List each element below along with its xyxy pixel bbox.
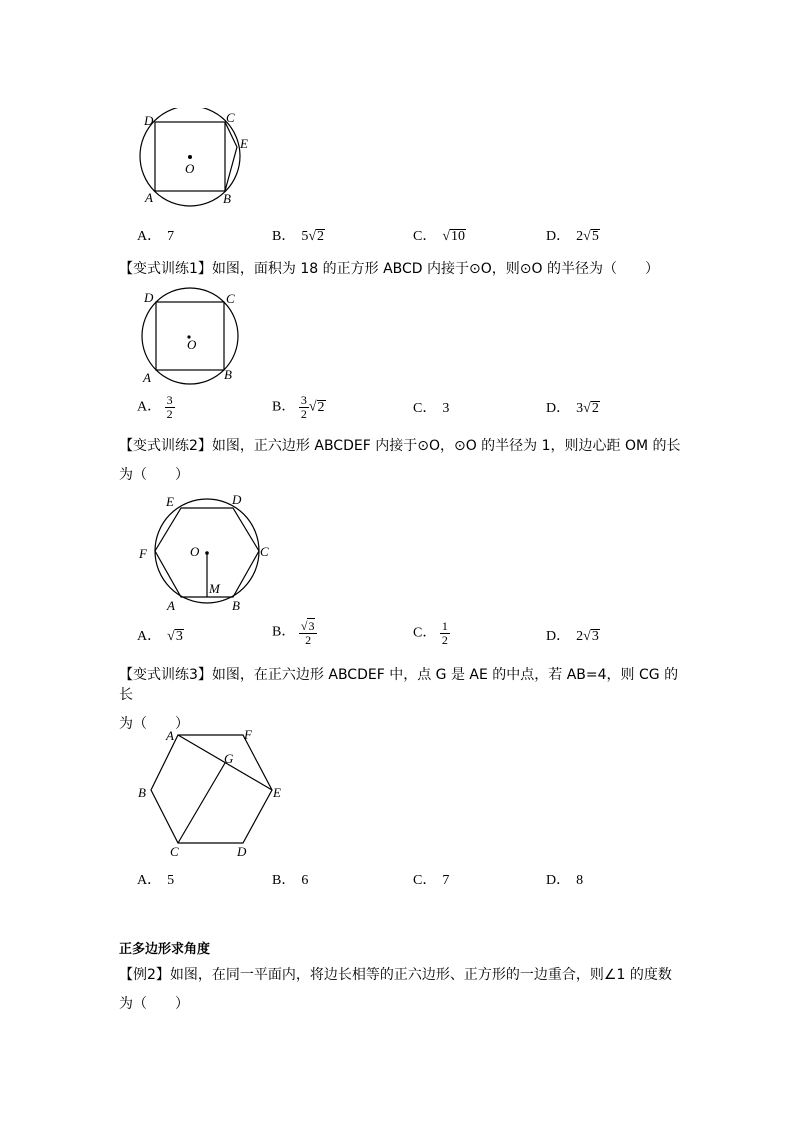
label-o: O (187, 337, 197, 352)
label-o: O (190, 544, 200, 559)
label-d: D (144, 290, 154, 305)
center-point (188, 155, 192, 159)
segment-cg (178, 763, 225, 843)
q2-text: 如图，面积为 18 的正方形 ABCD 内接于⊙O，则⊙O 的半径为（ ） (211, 261, 659, 277)
label-c: C (226, 291, 235, 306)
q3-option-c: C． $\frac{1}{2}$ (413, 619, 448, 647)
q4-option-c: C． 7 (413, 873, 450, 888)
figure-square-in-circle (136, 285, 248, 385)
example2-question (119, 965, 689, 1014)
q2-option-b: B． $\frac{3}{2}$ √2 (272, 393, 325, 421)
label-b: B (138, 785, 146, 800)
q1-option-c: C． √10 (413, 229, 466, 244)
example2-tag: 【例2】 (119, 967, 170, 983)
label-c: C (170, 844, 179, 859)
label-e: E (166, 494, 174, 509)
label-m: M (209, 581, 220, 596)
section-title: 正多边形求角度 (119, 942, 211, 957)
label-b: B (232, 598, 240, 613)
label-c: C (226, 110, 235, 125)
q4-text-line1: 如图，在正六边形 ABCDEF 中，点 G 是 AE 的中点，若 AB=4，则 CG 的长 (119, 667, 679, 703)
q3-text-line2: 为（ ） (119, 467, 189, 483)
q3-option-d: D． 2√3 (546, 629, 599, 644)
example2-text-line2: 为（ ） (119, 996, 189, 1012)
q4-option-a: A． 5 (137, 873, 175, 888)
center-point (205, 551, 209, 555)
label-e: E (240, 136, 248, 151)
q1-option-a: A． 7 (137, 229, 175, 244)
label-a: A (167, 598, 175, 613)
q4-text-line2: 为（ ） (119, 716, 189, 732)
segment-c-e-b (225, 122, 237, 191)
q2-option-a: A． $\frac{3}{2}$ (137, 393, 173, 421)
q2-option-c: C． 3 (413, 401, 450, 416)
q3-option-a: A． √3 (137, 629, 183, 644)
label-d: D (144, 113, 154, 128)
q2-tag: 【变式训练1】 (119, 261, 212, 277)
label-b: B (224, 367, 232, 382)
q1-option-b: B． 5√2 (272, 229, 325, 244)
label-e: E (273, 785, 281, 800)
q4-option-d: D． 8 (546, 873, 584, 888)
label-d: D (232, 492, 242, 507)
q3-option-b: B． $\frac{√3}{2}$ (272, 618, 317, 647)
label-b: B (223, 191, 231, 206)
figure-hexagon-cg (132, 722, 296, 860)
figure-hexagon-in-circle (134, 490, 274, 614)
label-d: D (237, 844, 247, 859)
label-c: C (260, 544, 269, 559)
label-g: G (224, 751, 234, 766)
label-a: A (143, 370, 151, 385)
label-a: A (166, 728, 174, 743)
q3-question (119, 436, 689, 485)
q1-option-d: D． 2√5 (546, 229, 599, 244)
label-o: O (185, 161, 195, 176)
label-a: A (145, 190, 153, 205)
hexagon-abcdef (151, 735, 272, 843)
q2-question (119, 259, 689, 279)
label-f: F (244, 727, 252, 742)
example2-text-line1: 如图，在同一平面内，将边长相等的正六边形、正方形的一边重合，则∠1 的度数 (169, 967, 672, 983)
q2-option-d: D． 3√2 (546, 401, 599, 416)
label-f: F (139, 546, 147, 561)
q3-tag: 【变式训练2】 (119, 438, 212, 454)
figure-square-circle-e (130, 108, 260, 210)
q3-text-line1: 如图，正六边形 ABCDEF 内接于⊙O，⊙O 的半径为 1，则边心距 OM 的长 (211, 438, 681, 454)
q4-option-b: B． 6 (272, 873, 309, 888)
q4-tag: 【变式训练3】 (119, 667, 212, 683)
